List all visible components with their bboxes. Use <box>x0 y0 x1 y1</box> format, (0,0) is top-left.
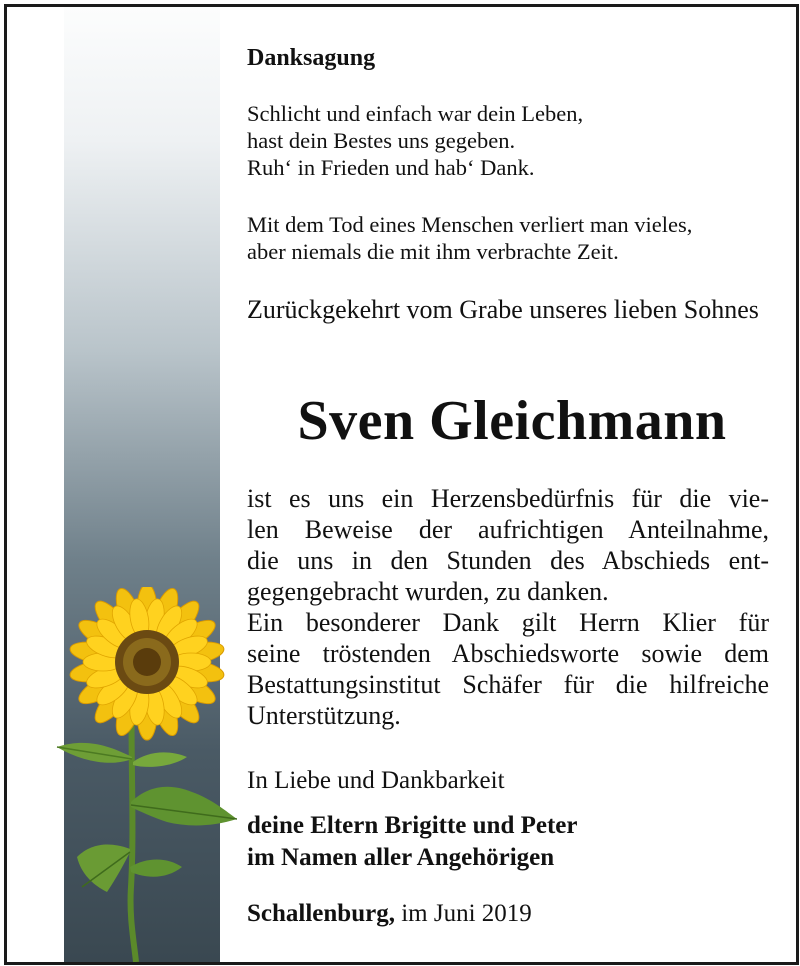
quote-line: aber niemals die mit ihm verbrachte Zeit. <box>247 239 619 264</box>
signer-line: deine Eltern Brigitte und Peter <box>247 812 578 839</box>
place-date <box>247 900 769 928</box>
place-name: Schallenburg, <box>247 900 395 927</box>
body-line: die uns in den Stunden des Abschieds ent- <box>247 546 769 575</box>
poem-line: hast dein Bestes uns gegeben. <box>247 128 516 153</box>
quote-line: Mit dem Tod eines Menschen verliert man vieles, <box>247 212 693 237</box>
signers <box>247 810 769 874</box>
body-line: Bestattungsinstitut Schäfer für die hilfreiche <box>247 670 769 699</box>
sunflower-image <box>37 587 237 962</box>
obituary-notice <box>4 4 799 965</box>
body-line: seine tröstenden Abschiedsworte sowie dem <box>247 639 769 668</box>
quote <box>247 211 769 265</box>
body-line: Unterstützung. <box>247 701 401 730</box>
deceased-name: Sven Gleichmann <box>297 390 727 452</box>
body-line: ist es uns ein Herzensbedürfnis für die vie- <box>247 484 769 513</box>
regards: In Liebe und Dankbarkeit <box>247 767 505 794</box>
poem <box>247 100 769 181</box>
poem-line: Schlicht und einfach war dein Leben, <box>247 101 584 126</box>
returned-line: Zurückgekehrt vom Grabe unseres lieben Sohnes <box>247 295 759 324</box>
body-line: len Beweise der aufrichtigen Anteilnahme, <box>247 515 769 544</box>
body-line: Ein besonderer Dank gilt Herrn Klier für <box>247 608 769 637</box>
heading-danksagung: Danksagung <box>247 45 376 71</box>
body-line: gegengebracht wurden, zu danken. <box>247 577 609 606</box>
poem-line: Ruh‘ in Frieden und hab‘ Dank. <box>247 155 535 180</box>
signer-line: im Namen aller Angehörigen <box>247 844 555 871</box>
thanks-body <box>247 483 769 731</box>
date: im Juni 2019 <box>394 900 532 927</box>
